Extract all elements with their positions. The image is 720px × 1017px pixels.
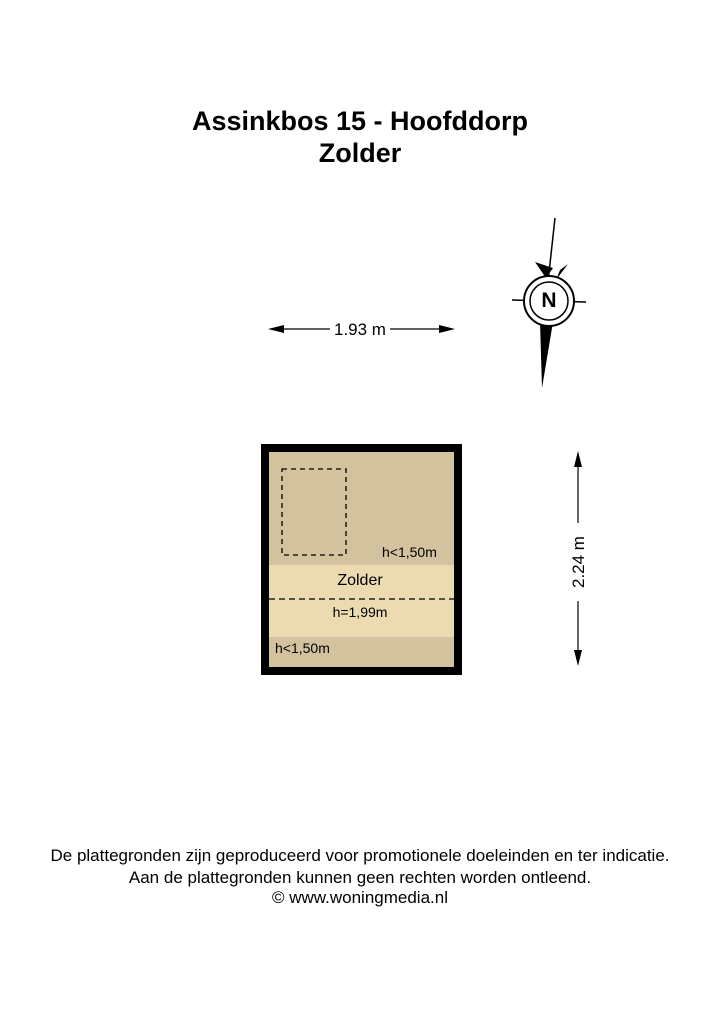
height-label-bottom: h<1,50m bbox=[275, 640, 330, 656]
disclaimer-line-2: Aan de plattegronden kunnen geen rechten worden ontleend. bbox=[128, 868, 592, 887]
height-label-top: h<1,50m bbox=[382, 544, 437, 560]
room-label: Zolder bbox=[337, 572, 383, 589]
compass-north-label: N bbox=[541, 289, 557, 312]
height-dimension-label: 2.24 m bbox=[569, 523, 589, 601]
width-dimension-label: 1.93 m bbox=[330, 320, 390, 340]
copyright-link[interactable]: © www.woningmedia.nl bbox=[272, 888, 448, 907]
plan-title-floor: Zolder bbox=[318, 138, 402, 168]
plan-title-address: Assinkbos 15 - Hoofddorp bbox=[191, 106, 529, 136]
disclaimer-line-1: De plattegronden zijn geproduceerd voor promotionele doeleinden en ter indicatie. bbox=[50, 846, 670, 865]
height-label-middle: h=1,99m bbox=[332, 604, 388, 620]
